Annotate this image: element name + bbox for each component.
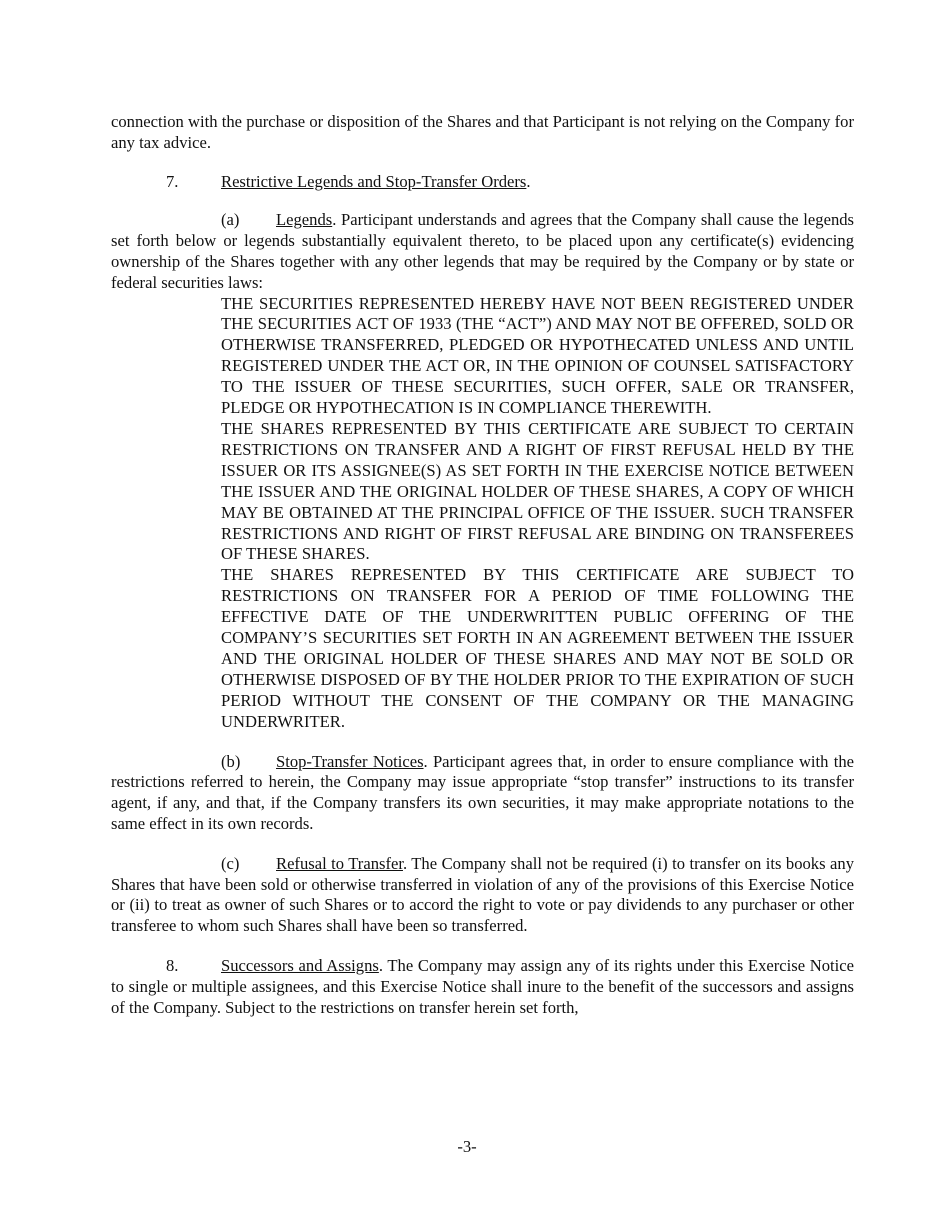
section-8-paragraph [111, 956, 854, 1018]
section-7a-paragraph [111, 210, 854, 293]
section-7b-title: Stop-Transfer Notices [276, 751, 424, 771]
legend-securities-act: THE SECURITIES REPRESENTED HEREBY HAVE NOT BEEN REGISTERED UNDER THE SECURITIES ACT OF 1933 (THE “ACT”) AND MAY NOT BE OFFERED, SOLD OR OTHERWISE TRANSFERRED, PLEDGED OR HYPOTHECATED UNLESS AND UNTIL REGISTERED UNDER THE ACT OR, IN THE OPINION OF COUNSEL SATISFACTORY TO THE ISSUER OF THESE SECURITIES, SUCH OFFER, SALE OR TRANSFER, PLEDGE OR HYPOTHECATION IS IN COMPLIANCE THEREWITH. [221, 293, 854, 418]
section-7b-paragraph [111, 752, 854, 835]
section-7c-paragraph [111, 854, 854, 937]
document-body [111, 112, 854, 1018]
section-8-title: Successors and Assigns [221, 955, 379, 975]
section-7a-title: Legends [276, 210, 333, 230]
section-7-heading [111, 172, 854, 193]
legend-lockup: THE SHARES REPRESENTED BY THIS CERTIFICATE ARE SUBJECT TO RESTRICTIONS ON TRANSFER FOR A PERIOD OF TIME FOLLOWING THE EFFECTIVE DATE OF THE UNDERWRITTEN PUBLIC OFFERING OF THE COMPANY’S SECURITIES SET FORTH IN AN AGREEMENT BETWEEN THE ISSUER AND THE ORIGINAL HOLDER OF THESE SHARES AND MAY NOT BE SOLD OR OTHERWISE DISPOSED OF BY THE HOLDER PRIOR TO THE EXPIRATION OF SUCH PERIOD WITHOUT THE CONSENT OF THE COMPANY OR THE MANAGING UNDERWRITER. [221, 565, 854, 731]
section-7-title: Restrictive Legends and Stop-Transfer Orders [221, 171, 527, 191]
intro-paragraph: connection with the purchase or disposition of the Shares and that Participant is not relying on the Company for any tax advice. [111, 112, 854, 152]
legend-block [221, 294, 854, 733]
section-7c-text: . The Company shall not be required (i) to transfer on its books any Shares that have been sold or otherwise transferred in violation of any of the provisions of this Exercise Notice or (ii) to treat as owner of such Shares or to accord the right to vote or pay dividends to any purchaser or other transferee to whom such Shares shall have been so transferred. [111, 853, 854, 936]
section-7a-label: (a) [221, 210, 240, 230]
section-8-number: 8. [166, 955, 179, 975]
section-7a-text: . Participant understands and agrees that the Company shall cause the legends set forth below or legends substantially equivalent thereto, to be placed upon any certificate(s) evidencing ownership of the Shares together with any other legends that may be required by the Company or by state or federal securities laws: [111, 210, 854, 292]
section-7b-label: (b) [221, 751, 241, 771]
section-7-number: 7. [166, 171, 179, 191]
legend-right-of-first-refusal: THE SHARES REPRESENTED BY THIS CERTIFICATE ARE SUBJECT TO CERTAIN RESTRICTIONS ON TRANSFER AND A RIGHT OF FIRST REFUSAL HELD BY THE ISSUER OR ITS ASSIGNEE(S) AS SET FORTH IN THE EXERCISE NOTICE BETWEEN THE ISSUER AND THE ORIGINAL HOLDER OF THESE SHARES, A COPY OF WHICH MAY BE OBTAINED AT THE PRINCIPAL OFFICE OF THE ISSUER. SUCH TRANSFER RESTRICTIONS AND RIGHT OF FIRST REFUSAL ARE BINDING ON TRANSFEREES OF THESE SHARES. [221, 419, 854, 564]
page-number: -3- [457, 1137, 477, 1156]
section-7c-label: (c) [221, 853, 240, 873]
section-8-text: . The Company may assign any of its rights under this Exercise Notice to single or multiple assignees, and this Exercise Notice shall inure to the benefit of the successors and assigns of the Company. Subject to the restrictions on transfer herein set forth, [111, 955, 854, 1017]
section-7c-title: Refusal to Transfer [276, 853, 403, 873]
section-7-title-period: . [526, 171, 531, 191]
section-7b-text: . Participant agrees that, in order to ensure compliance with the restrictions referred to herein, the Company may issue appropriate “stop transfer” instructions to its transfer agent, if any, and that, if the Company transfers its own securities, it may make appropriate notations to the same effect in its own records. [111, 751, 854, 833]
